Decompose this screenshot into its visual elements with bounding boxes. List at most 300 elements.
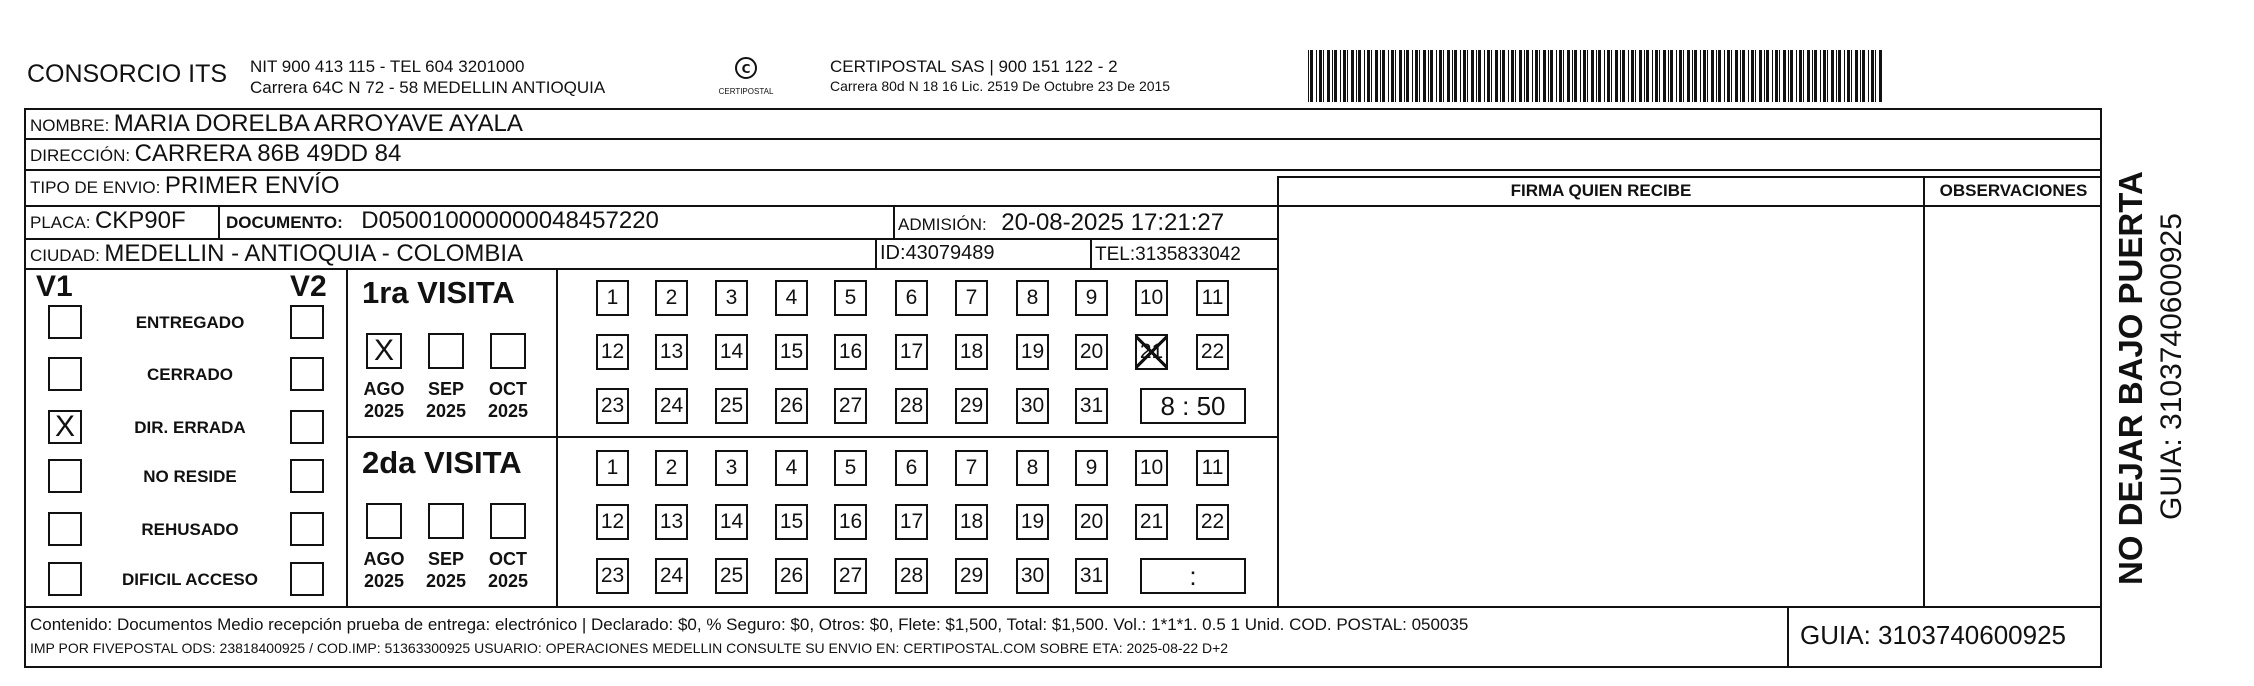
month-label — [421, 548, 471, 592]
day-box[interactable]: 26 — [775, 558, 808, 594]
barcode-bar — [1772, 50, 1773, 102]
barcode-bar — [1511, 50, 1514, 102]
day-box[interactable]: 28 — [895, 388, 928, 424]
day-box[interactable]: 16 — [834, 504, 867, 540]
barcode-bar — [1620, 50, 1621, 102]
barcode-bar — [1766, 50, 1769, 102]
barcode-bar — [1334, 50, 1337, 102]
documento-field — [226, 207, 659, 235]
v1-checkbox[interactable]: X — [48, 410, 82, 444]
barcode-bar — [1716, 50, 1717, 102]
barcode-bar — [1580, 50, 1581, 102]
day-box[interactable]: 21 — [1135, 504, 1168, 540]
day-box[interactable]: 21 — [1135, 334, 1168, 370]
barcode-bar — [1775, 50, 1778, 102]
side-warning: NO DEJAR BAJO PUERTA — [2112, 171, 2149, 585]
barcode-bar — [1502, 50, 1505, 102]
ciudad-value: MEDELLIN - ANTIOQUIA - COLOMBIA — [104, 240, 524, 267]
day-box[interactable]: 30 — [1016, 558, 1049, 594]
company-name: CONSORCIO ITS — [27, 60, 228, 88]
barcode-bar — [1692, 50, 1693, 102]
barcode-bar — [1364, 50, 1365, 102]
barcode-bar — [1735, 50, 1738, 102]
barcode-bar — [1759, 50, 1762, 102]
barcode-bar — [1751, 50, 1754, 102]
placa-value: CKP90F — [94, 207, 186, 234]
footer-content: Contenido: Documentos Medio recepción prueba de entrega: electrónico | Declarado: $0, % Seguro: $0, Otros: $0, Flete: $1,500, Total: $1,500. Vol.: 1*1*1. 0.5 1 Unid. COD. POSTAL: 050035 — [30, 615, 1469, 634]
barcode-bar — [1375, 50, 1378, 102]
day-box[interactable]: 22 — [1196, 504, 1229, 540]
barcode-bar — [1454, 50, 1457, 102]
barcode-bar — [1615, 50, 1618, 102]
documento-value: D050010000000048457220 — [361, 207, 659, 234]
day-box[interactable]: 23 — [596, 388, 629, 424]
barcode-bar — [1358, 50, 1361, 102]
tipo-envio-value: PRIMER ENVÍO — [164, 172, 340, 199]
v2-checkbox[interactable] — [290, 459, 324, 493]
v2-checkbox[interactable] — [290, 305, 324, 339]
v1-checkbox[interactable] — [48, 562, 82, 596]
barcode-bar — [1412, 50, 1413, 102]
barcode-bar — [1500, 50, 1501, 102]
barcode-bar — [1683, 50, 1684, 102]
barcode-bar — [1436, 50, 1437, 102]
barcode-bar — [1460, 50, 1461, 102]
month-checkbox[interactable] — [490, 503, 526, 539]
barcode-bar — [1827, 50, 1828, 102]
barcode-bar — [1508, 50, 1509, 102]
barcode-bar — [1319, 50, 1322, 102]
barcode-bar — [1855, 50, 1858, 102]
month-year: 2025 — [487, 571, 529, 591]
barcode-bar — [1559, 50, 1562, 102]
carrier-nit: CERTIPOSTAL SAS | 900 151 122 - 2 — [830, 57, 1118, 76]
day-box[interactable]: 20 — [1075, 334, 1108, 370]
barcode-bar — [1495, 50, 1498, 102]
nombre-field — [30, 110, 523, 138]
day-box[interactable]: 14 — [715, 504, 748, 540]
admision-label: ADMISIÓN: — [898, 215, 987, 234]
barcode-bar — [1731, 50, 1732, 102]
barcode-bar — [1406, 50, 1409, 102]
day-box[interactable]: 8 — [1016, 280, 1049, 316]
barcode-bar — [1524, 50, 1525, 102]
day-box[interactable]: 18 — [955, 334, 988, 370]
v2-header: V2 — [290, 270, 327, 303]
tel-field — [1095, 244, 1241, 266]
v1-checkbox[interactable] — [48, 512, 82, 546]
day-box[interactable]: 28 — [895, 558, 928, 594]
day-box[interactable]: 26 — [775, 388, 808, 424]
barcode-bar — [1526, 50, 1529, 102]
day-box[interactable]: 13 — [655, 504, 688, 540]
barcode-bar — [1814, 50, 1817, 102]
day-box[interactable]: 1 — [596, 280, 629, 316]
barcode-bar — [1439, 50, 1442, 102]
barcode-bar — [1543, 50, 1546, 102]
direccion-value: CARRERA 86B 49DD 84 — [134, 140, 402, 167]
v1-checkbox[interactable] — [48, 357, 82, 391]
side-guia: GUIA: 3103740600925 — [2155, 213, 2188, 520]
barcode-bar — [1419, 50, 1420, 102]
barcode-bar — [1628, 50, 1629, 102]
barcode-graphic — [1308, 50, 1886, 102]
barcode-bar — [1388, 50, 1389, 102]
barcode-bar — [1820, 50, 1821, 102]
barcode-bar — [1556, 50, 1557, 102]
day-box[interactable]: 12 — [596, 334, 629, 370]
barcode-bar — [1316, 50, 1317, 102]
tel-label: TEL: — [1095, 244, 1136, 265]
barcode-bar — [1844, 50, 1845, 102]
barcode-bar — [1687, 50, 1690, 102]
barcode-bar — [1727, 50, 1730, 102]
month-name: AGO — [363, 549, 405, 569]
documento-label: DOCUMENTO: — [226, 213, 343, 232]
barcode-bar — [1443, 50, 1444, 102]
barcode-bar — [1548, 50, 1549, 102]
barcode-bar — [1703, 50, 1706, 102]
placa-field — [30, 207, 186, 235]
day-box[interactable]: 29 — [955, 558, 988, 594]
barcode-bar — [1583, 50, 1586, 102]
barcode-bar — [1831, 50, 1834, 102]
month-checkbox[interactable] — [428, 333, 464, 369]
day-box[interactable]: 23 — [596, 558, 629, 594]
barcode-bar — [1356, 50, 1357, 102]
status-label: ENTREGADO — [135, 313, 245, 332]
day-box[interactable]: 1 — [596, 450, 629, 486]
barcode-bar — [1711, 50, 1714, 102]
visit-title: 2da VISITA — [362, 445, 522, 480]
placa-label: PLACA: — [30, 213, 91, 232]
v1-checkbox[interactable] — [48, 305, 82, 339]
day-box[interactable]: 3 — [715, 280, 748, 316]
tel-value: 3135833042 — [1135, 244, 1241, 265]
month-name: OCT — [489, 549, 527, 569]
barcode-bar — [1471, 50, 1474, 102]
carrier-address: Carrera 80d N 18 16 Lic. 2519 De Octubre 23 De 2015 — [830, 78, 1171, 94]
barcode-bar — [1836, 50, 1837, 102]
v2-checkbox[interactable] — [290, 512, 324, 546]
month-checkbox[interactable] — [366, 503, 402, 539]
day-box[interactable]: 5 — [834, 450, 867, 486]
status-label: REHUSADO — [141, 520, 239, 539]
v2-checkbox[interactable] — [290, 562, 324, 596]
day-box[interactable]: 25 — [715, 388, 748, 424]
barcode-bar — [1332, 50, 1333, 102]
barcode-bar — [1447, 50, 1450, 102]
visit-time[interactable]: : — [1140, 558, 1246, 594]
barcode-bar — [1567, 50, 1570, 102]
footer-print-info: IMP POR FIVEPOSTAL ODS: 23818400925 / COD.IMP: 51363300925 USUARIO: OPERACIONES MEDELLIN CONSULTE SU ENVIO EN: CERTIPOSTAL.COM SOBRE ETA: 2025-08-22 D+2 — [30, 640, 1229, 656]
carrier-info — [830, 56, 1170, 96]
barcode-bar — [1308, 50, 1309, 102]
barcode-bar — [1310, 50, 1313, 102]
day-box[interactable]: 22 — [1196, 334, 1229, 370]
barcode-bar — [1484, 50, 1485, 102]
month-year: 2025 — [363, 571, 405, 591]
v2-checkbox[interactable] — [290, 410, 324, 444]
barcode-bar — [1596, 50, 1597, 102]
barcode-bar — [1646, 50, 1649, 102]
day-box[interactable]: 11 — [1196, 450, 1229, 486]
tipo-envio-field — [30, 172, 340, 200]
month-year: 2025 — [363, 401, 405, 421]
barcode-bar — [1803, 50, 1804, 102]
month-name: SEP — [427, 549, 465, 569]
day-box[interactable]: 9 — [1075, 280, 1108, 316]
barcode-bar — [1862, 50, 1865, 102]
barcode-bar — [1676, 50, 1677, 102]
day-box[interactable]: 4 — [775, 450, 808, 486]
month-name: OCT — [489, 379, 527, 399]
day-box[interactable]: 6 — [895, 450, 928, 486]
barcode-bar — [1491, 50, 1492, 102]
day-box[interactable]: 15 — [775, 504, 808, 540]
barcode-bar — [1391, 50, 1394, 102]
company-nit: NIT 900 413 115 - TEL 604 3201000 — [250, 57, 525, 76]
day-box[interactable]: 6 — [895, 280, 928, 316]
day-box[interactable]: 13 — [655, 334, 688, 370]
barcode-bar — [1343, 50, 1346, 102]
month-year: 2025 — [487, 401, 529, 421]
month-checkbox[interactable]: X — [366, 333, 402, 369]
barcode-bar — [1574, 50, 1577, 102]
month-label — [483, 378, 533, 422]
barcode-bar — [1652, 50, 1653, 102]
id-label: ID: — [880, 242, 906, 264]
barcode-bar — [1327, 50, 1330, 102]
barcode-bar — [1563, 50, 1564, 102]
day-box[interactable]: 18 — [955, 504, 988, 540]
barcode-bar — [1382, 50, 1385, 102]
barcode-bar — [1718, 50, 1721, 102]
barcode-bar — [1663, 50, 1666, 102]
barcode-bar — [1812, 50, 1813, 102]
month-label — [483, 548, 533, 592]
day-box[interactable]: 4 — [775, 280, 808, 316]
id-value: 43079489 — [905, 242, 995, 264]
day-box[interactable]: 19 — [1016, 334, 1049, 370]
barcode-bar — [1764, 50, 1765, 102]
barcode-bar — [1879, 50, 1882, 102]
svg-text:C: C — [741, 62, 751, 76]
month-checkbox[interactable] — [490, 333, 526, 369]
barcode-bar — [1659, 50, 1660, 102]
barcode-bar — [1519, 50, 1522, 102]
day-box[interactable]: 31 — [1075, 558, 1108, 594]
barcode-bar — [1742, 50, 1745, 102]
barcode-bar — [1724, 50, 1725, 102]
barcode-bar — [1415, 50, 1418, 102]
day-box[interactable]: 17 — [895, 504, 928, 540]
month-name: SEP — [427, 379, 465, 399]
logo-text: CERTIPOSTAL — [718, 87, 774, 96]
status-label: DIFICIL ACCESO — [121, 570, 258, 589]
ciudad-field — [30, 240, 523, 268]
day-box[interactable]: 14 — [715, 334, 748, 370]
barcode-bar — [1604, 50, 1605, 102]
barcode-bar — [1622, 50, 1625, 102]
barcode-bar — [1740, 50, 1741, 102]
month-label — [421, 378, 471, 422]
barcode-bar — [1607, 50, 1610, 102]
barcode-bar — [1779, 50, 1780, 102]
visit-title: 1ra VISITA — [362, 275, 515, 310]
barcode-bar — [1598, 50, 1601, 102]
barcode-bar — [1796, 50, 1797, 102]
month-year: 2025 — [425, 401, 467, 421]
barcode-bar — [1639, 50, 1642, 102]
barcode-bar — [1670, 50, 1673, 102]
nombre-label: NOMBRE: — [30, 116, 110, 135]
admision-field — [898, 209, 1224, 237]
day-box[interactable]: 27 — [834, 558, 867, 594]
barcode-bar — [1799, 50, 1802, 102]
tipo-envio-label: TIPO DE ENVIO: — [30, 178, 161, 197]
day-box[interactable]: 25 — [715, 558, 748, 594]
barcode-bar — [1847, 50, 1850, 102]
day-box[interactable]: 27 — [834, 388, 867, 424]
month-year: 2025 — [425, 571, 467, 591]
day-box[interactable]: 20 — [1075, 504, 1108, 540]
barcode-bar — [1748, 50, 1749, 102]
day-box[interactable]: 7 — [955, 280, 988, 316]
barcode-bar — [1644, 50, 1645, 102]
barcode-bar — [1755, 50, 1756, 102]
barcode-bar — [1694, 50, 1697, 102]
month-label — [359, 378, 409, 422]
barcode-bar — [1404, 50, 1405, 102]
barcode-bar — [1790, 50, 1793, 102]
barcode-bar — [1591, 50, 1594, 102]
month-name: AGO — [363, 379, 405, 399]
day-box[interactable]: 3 — [715, 450, 748, 486]
barcode-bar — [1655, 50, 1658, 102]
barcode-bar — [1340, 50, 1341, 102]
day-box[interactable]: 30 — [1016, 388, 1049, 424]
status-label: DIR. ERRADA — [134, 418, 246, 437]
barcode-bar — [1807, 50, 1810, 102]
day-box[interactable]: 24 — [655, 558, 688, 594]
day-box[interactable]: 15 — [775, 334, 808, 370]
v2-checkbox[interactable] — [290, 357, 324, 391]
barcode-bar — [1851, 50, 1852, 102]
barcode-bar — [1371, 50, 1372, 102]
footer-guia: GUIA: 3103740600925 — [1800, 620, 2066, 650]
day-box[interactable]: 2 — [655, 450, 688, 486]
logo-emblem-icon — [731, 56, 761, 82]
barcode-bar — [1700, 50, 1701, 102]
barcode-bar — [1635, 50, 1636, 102]
barcode-bar — [1679, 50, 1682, 102]
certipostal-logo — [708, 56, 784, 96]
barcode-bar — [1572, 50, 1573, 102]
barcode-bar — [1430, 50, 1433, 102]
barcode-bar — [1347, 50, 1348, 102]
firma-header: FIRMA QUIEN RECIBE — [1510, 181, 1692, 200]
day-box[interactable]: 12 — [596, 504, 629, 540]
barcode-bar — [1875, 50, 1876, 102]
barcode-bar — [1535, 50, 1538, 102]
barcode-bar — [1428, 50, 1429, 102]
barcode-bar — [1587, 50, 1588, 102]
id-field — [880, 242, 995, 265]
day-box[interactable]: 2 — [655, 280, 688, 316]
barcode-bar — [1478, 50, 1481, 102]
barcode-bar — [1783, 50, 1786, 102]
barcode — [1308, 50, 1886, 102]
day-box[interactable]: 7 — [955, 450, 988, 486]
day-box[interactable]: 29 — [955, 388, 988, 424]
day-box[interactable]: 11 — [1196, 280, 1229, 316]
month-checkbox[interactable] — [428, 503, 464, 539]
day-box[interactable]: 10 — [1135, 280, 1168, 316]
barcode-bar — [1476, 50, 1477, 102]
day-box[interactable]: 24 — [655, 388, 688, 424]
direccion-field — [30, 140, 401, 168]
barcode-bar — [1423, 50, 1426, 102]
barcode-bar — [1668, 50, 1669, 102]
barcode-bar — [1871, 50, 1874, 102]
barcode-bar — [1395, 50, 1396, 102]
day-box[interactable]: 9 — [1075, 450, 1108, 486]
visit-time[interactable]: 8 : 50 — [1140, 388, 1246, 424]
day-box[interactable]: 5 — [834, 280, 867, 316]
v1-checkbox[interactable] — [48, 459, 82, 493]
day-box[interactable]: 17 — [895, 334, 928, 370]
barcode-bar — [1838, 50, 1841, 102]
month-label — [359, 548, 409, 592]
status-label: CERRADO — [147, 365, 233, 384]
barcode-bar — [1860, 50, 1861, 102]
day-box[interactable]: 16 — [834, 334, 867, 370]
barcode-bar — [1539, 50, 1540, 102]
barcode-bar — [1823, 50, 1826, 102]
barcode-bar — [1631, 50, 1634, 102]
direccion-label: DIRECCIÓN: — [30, 146, 131, 165]
day-box[interactable]: 31 — [1075, 388, 1108, 424]
barcode-bar — [1452, 50, 1453, 102]
admision-value: 20-08-2025 17:21:27 — [1001, 209, 1225, 236]
barcode-bar — [1463, 50, 1466, 102]
day-box[interactable]: 10 — [1135, 450, 1168, 486]
company-info — [250, 56, 605, 98]
barcode-bar — [1868, 50, 1869, 102]
barcode-bar — [1351, 50, 1354, 102]
status-label: NO RESIDE — [143, 467, 237, 486]
barcode-bar — [1788, 50, 1789, 102]
day-box[interactable]: 8 — [1016, 450, 1049, 486]
barcode-bar — [1467, 50, 1468, 102]
barcode-bar — [1380, 50, 1381, 102]
barcode-bar — [1515, 50, 1516, 102]
ciudad-label: CIUDAD: — [30, 246, 100, 265]
observaciones-header: OBSERVACIONES — [1939, 181, 2088, 200]
barcode-bar — [1367, 50, 1370, 102]
barcode-bar — [1550, 50, 1553, 102]
barcode-bar — [1611, 50, 1612, 102]
nombre-value: MARIA DORELBA ARROYAVE AYALA — [113, 110, 523, 137]
barcode-bar — [1487, 50, 1490, 102]
company-address: Carrera 64C N 72 - 58 MEDELLIN ANTIOQUIA — [250, 78, 606, 97]
barcode-bar — [1323, 50, 1324, 102]
day-box[interactable]: 19 — [1016, 504, 1049, 540]
barcode-bar — [1399, 50, 1402, 102]
barcode-bar — [1707, 50, 1708, 102]
barcode-bar — [1532, 50, 1533, 102]
